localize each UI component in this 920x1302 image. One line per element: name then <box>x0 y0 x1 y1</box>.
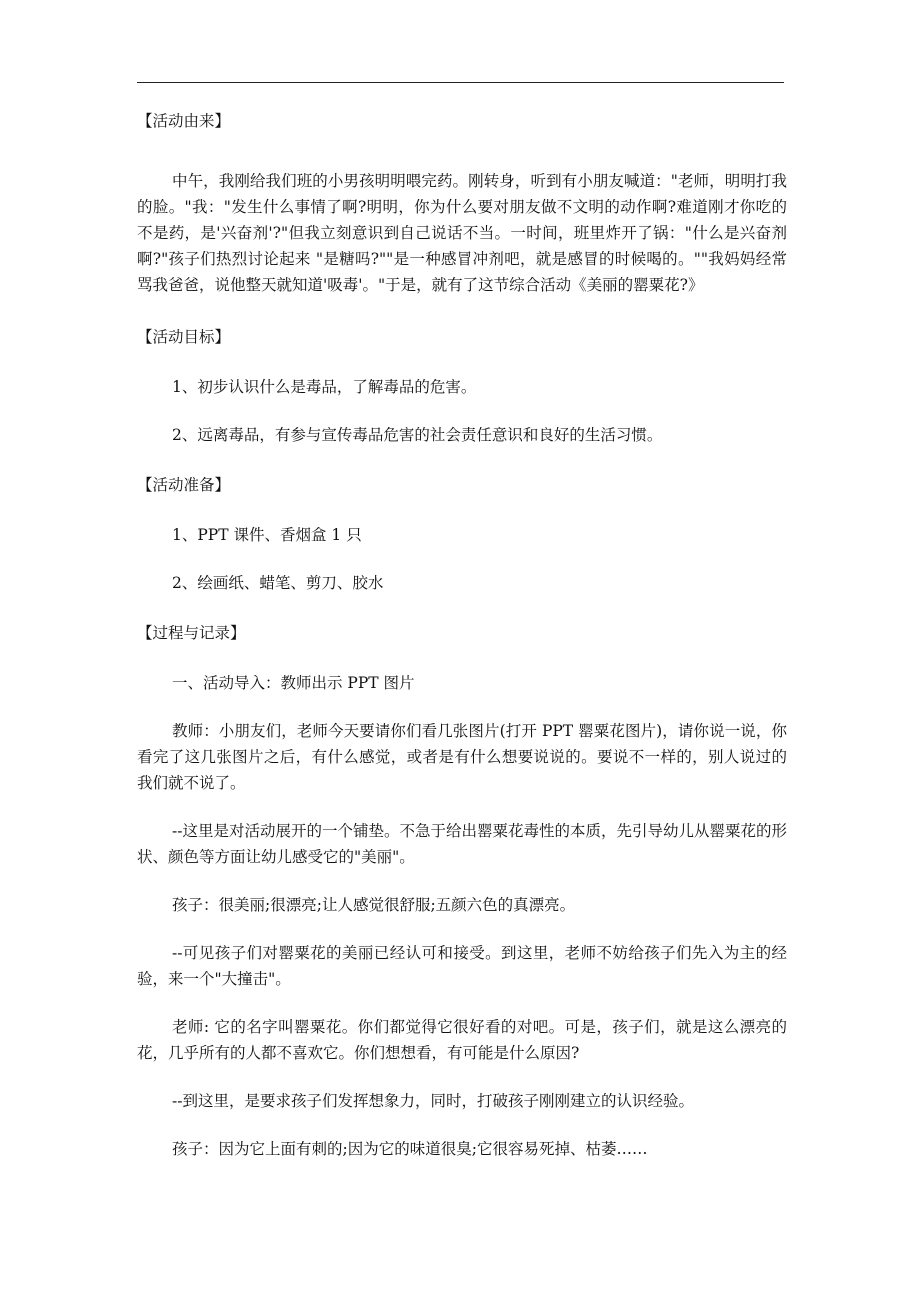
teacher-note-1: --这里是对活动展开的一个铺垫。不急于给出罂粟花毒性的本质，先引导幼儿从罂粟花的形状、颜色等方面让幼儿感受它的"美丽"。 <box>137 822 787 866</box>
process-step-intro: 一、活动导入：教师出示 PPT 图片 <box>172 674 415 692</box>
section-heading-process: 【过程与记录】 <box>137 624 246 642</box>
document-body <box>137 108 787 1184</box>
teacher-note-2: --可见孩子们对罂粟花的美丽已经认可和接受。到这里，老师不妨给孩子们先入为主的经验，来一个"大撞击"。 <box>137 944 787 988</box>
teacher-dialogue-2: 老师: 它的名字叫罂粟花。你们都觉得它很好看的对吧。可是，孩子们，就是这么漂亮的花，几乎所有的人都不喜欢它。你们想想看，有可能是什么原因? <box>137 1018 787 1062</box>
goal-item-2: 2、远离毒品，有参与宣传毒品危害的社会责任意识和良好的生活习惯。 <box>172 426 663 444</box>
goal-item-1: 1、初步认识什么是毒品，了解毒品的危害。 <box>172 378 477 396</box>
paragraph-origin-story: 中午，我刚给我们班的小男孩明明喂完药。刚转身，听到有小朋友喊道："老师，明明打我的脸。"我："发生什么事情了啊?明明，你为什么要对朋友做不文明的动作啊?难道刚才你吃的不是药，是'兴奋剂'?"但我立刻意识到自己说话不当。一时间，班里炸开了锅："什么是兴奋剂啊?"孩子们热烈讨论起来 "是糖吗?""是一种感冒冲剂吧，就是感冒的时候喝的。""我妈妈经常骂我爸爸，说他整天就知道'吸毒'。"于是，就有了这节综合活动《美丽的罂粟花?》 <box>137 172 788 294</box>
child-response-1: 孩子：很美丽;很漂亮;让人感觉很舒服;五颜六色的真漂亮。 <box>172 896 576 914</box>
header-rule <box>137 82 784 83</box>
section-heading-origin: 【活动由来】 <box>137 112 231 130</box>
teacher-note-3: --到这里，是要求孩子们发挥想象力，同时，打破孩子刚刚建立的认识经验。 <box>172 1092 694 1110</box>
section-heading-preparation: 【活动准备】 <box>137 476 231 494</box>
preparation-item-1: 1、PPT 课件、香烟盒 1 只 <box>172 526 362 544</box>
child-response-2: 孩子：因为它上面有刺的;因为它的味道很臭;它很容易死掉、枯萎…… <box>172 1140 648 1158</box>
preparation-item-2: 2、绘画纸、蜡笔、剪刀、胶水 <box>172 574 384 592</box>
teacher-dialogue-1: 教师：小朋友们，老师今天要请你们看几张图片(打开 PPT 罂粟花图片)，请你说一说，你看完了这几张图片之后，有什么感觉，或者是有什么想要说说的。要说不一样的，别人说过的我们就不说了。 <box>137 722 787 792</box>
section-heading-goals: 【活动目标】 <box>137 328 231 346</box>
